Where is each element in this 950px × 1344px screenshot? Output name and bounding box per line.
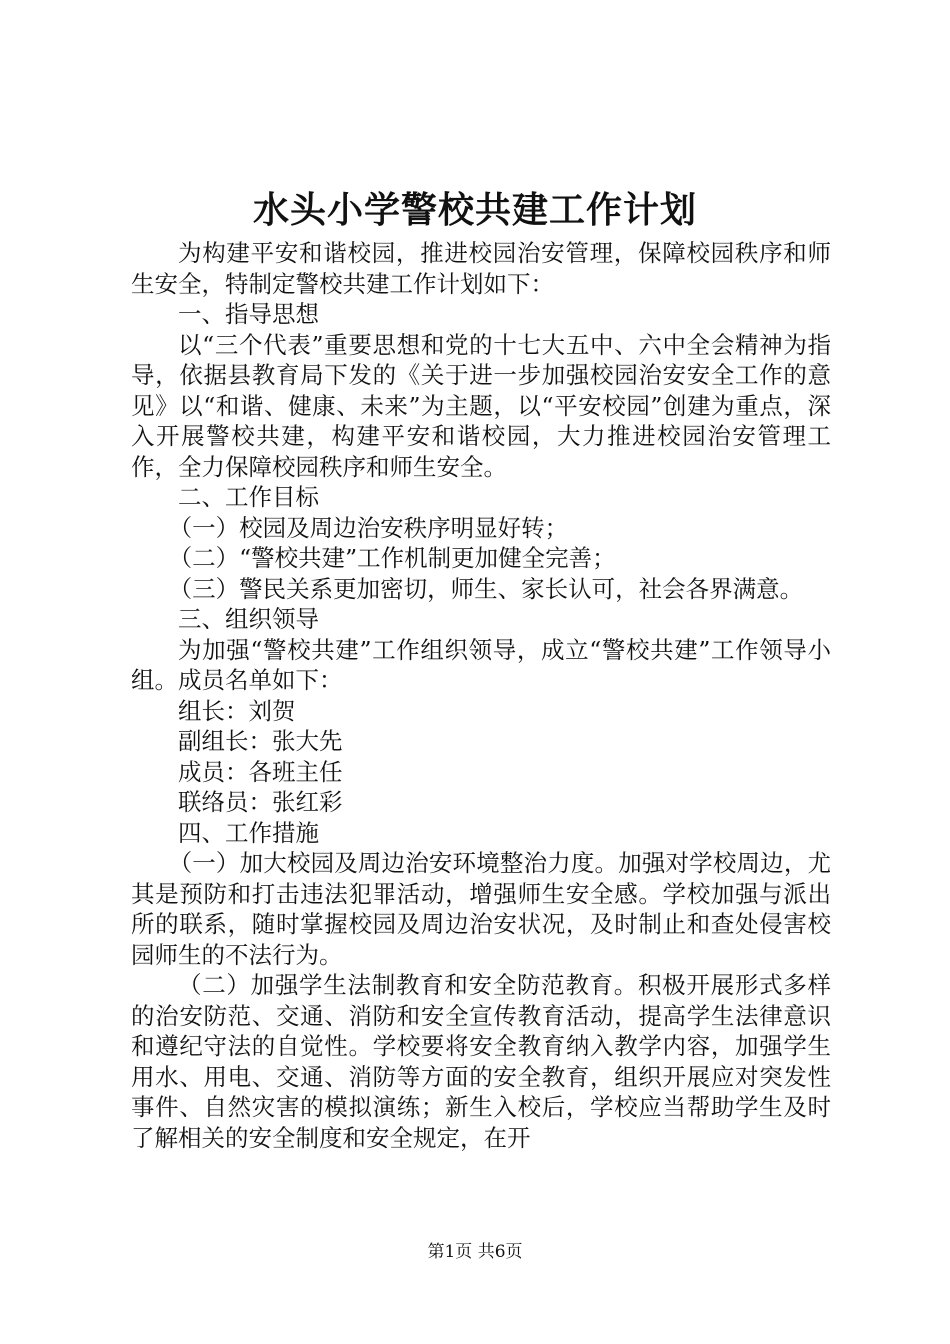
page-footer: 第1页 共6页	[427, 1242, 523, 1262]
section-heading: 二、工作目标	[178, 483, 319, 511]
list-item: （一）校园及周边治安秩序明显好转；	[168, 513, 569, 542]
body-paragraph: （一）加大校园及周边治安环境整治力度。加强对学校周边，尤其是预防和打击违法犯罪活动，增强师生安全感。学校加强与派出所的联系，随时掌握校园及周边治安状况，及时制止和查处侵害校园师生的不法行为。	[131, 849, 831, 969]
section-heading: 四、工作措施	[178, 818, 319, 847]
body-paragraph: （二）加强学生法制教育和安全防范教育。积极开展形式多样的治安防范、交通、消防和安全宣传教育活动，提高学生法律意识和遵纪守法的自觉性。学校要将安全教育纳入教学内容，加强学生用水、用电、交通、消防等方面的安全教育，组织开展应对突发性事件、自然灾害的模拟演练；新生入校后，学校应当帮助学生及时了解相关的安全制度和安全规定，在开	[131, 971, 831, 1152]
member-line: 组长：刘贺	[178, 696, 296, 725]
section-heading: 三、组织领导	[178, 605, 319, 633]
body-paragraph: 以“三个代表”重要思想和党的十七大五中、六中全会精神为指导，依据县教育局下发的《关于进一步加强校园治安安全工作的意见》以“和谐、健康、未来”为主题，以“平安校园”创建为重点，深入开展警校共建，构建平安和谐校园，大力推进校园治安管理工作，全力保障校园秩序和师生安全。	[131, 330, 831, 481]
list-item: （三）警民关系更加密切，师生、家长认可，社会各界满意。	[168, 574, 804, 603]
member-line: 副组长：张大先	[178, 727, 343, 755]
member-line: 成员：各班主任	[178, 757, 343, 786]
intro-paragraph: 为构建平安和谐校园，推进校园治安管理，保障校园秩序和师生安全，特制定警校共建工作计划如下：	[131, 239, 831, 298]
document-body	[131, 238, 831, 1153]
section-heading: 一、指导思想	[178, 300, 319, 328]
list-item: （二）“警校共建”工作机制更加健全完善；	[168, 544, 616, 572]
member-line: 联络员：张红彩	[178, 788, 343, 816]
body-paragraph: 为加强“警校共建”工作组织领导，成立“警校共建”工作领导小组。成员名单如下：	[131, 635, 831, 694]
page-title: 水头小学警校共建工作计划	[252, 189, 697, 231]
